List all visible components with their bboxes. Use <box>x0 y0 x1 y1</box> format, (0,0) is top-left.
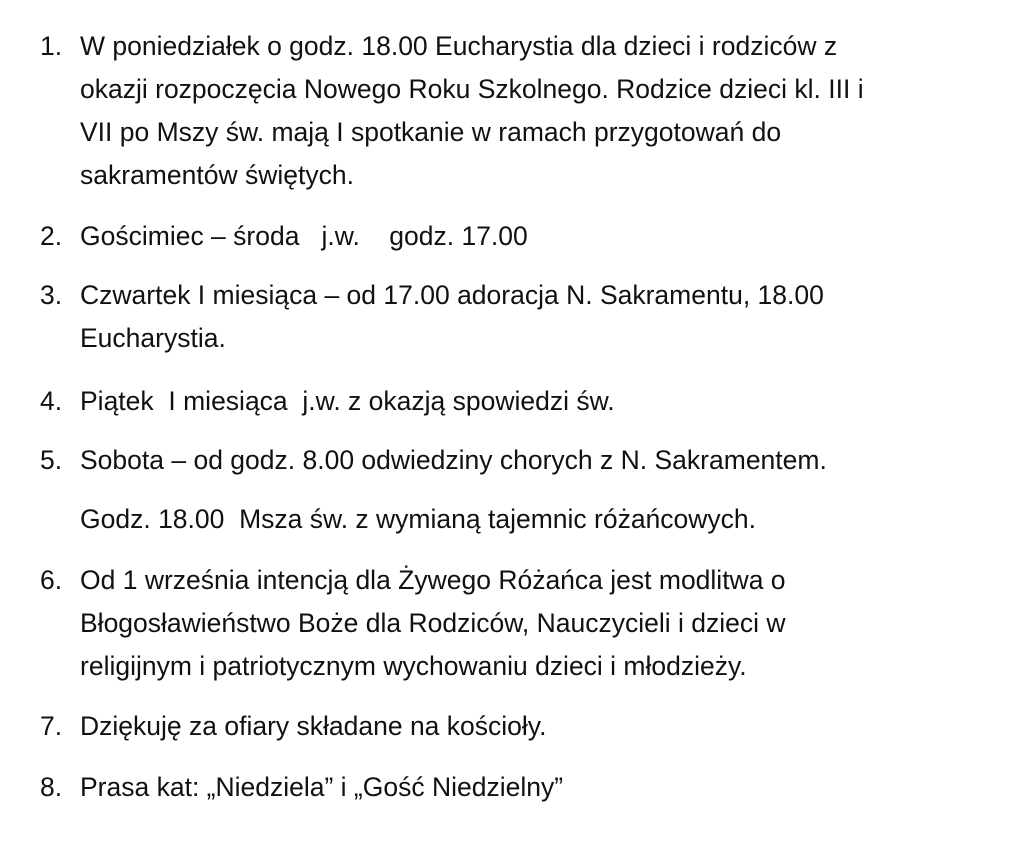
list-item <box>0 766 1000 809</box>
list-item-continuation <box>0 498 1000 541</box>
item-text-line: religijnym i patriotycznym wychowaniu dzieci i młodzieży. <box>80 651 747 681</box>
item-text-line: VII po Mszy św. mają I spotkanie w ramach przygotowań do <box>80 117 782 147</box>
item-text-line: okazji rozpoczęcia Nowego Roku Szkolnego. Rodzice dzieci kl. III i <box>80 74 864 104</box>
item-text-line: Od 1 września intencją dla Żywego Różańca jest modlitwa o <box>80 565 786 595</box>
list-item <box>0 559 1000 688</box>
item-number: 6. <box>40 565 63 595</box>
list-item <box>0 705 1000 748</box>
item-text-line: Godz. 18.00 Msza św. z wymianą tajemnic różańcowych. <box>80 504 757 534</box>
item-number: 8. <box>40 772 63 802</box>
list-item <box>0 439 1000 482</box>
list-item <box>0 25 1000 197</box>
item-text-line: Gościmiec – środa j.w. godz. 17.00 <box>80 221 528 251</box>
item-text-line: Piątek I miesiąca j.w. z okazją spowiedzi św. <box>80 386 615 416</box>
item-number: 5. <box>40 445 63 475</box>
item-number: 1. <box>40 31 63 61</box>
item-number: 4. <box>40 386 63 416</box>
item-number: 3. <box>40 280 63 310</box>
list-item <box>0 274 1000 360</box>
item-text-line: Eucharystia. <box>80 323 226 353</box>
item-text-line: Prasa kat: „Niedziela” i „Gość Niedzielny” <box>80 772 564 802</box>
item-text-line: W poniedziałek o godz. 18.00 Eucharystia dla dzieci i rodziców z <box>80 31 838 61</box>
item-text-line: sakramentów świętych. <box>80 160 354 190</box>
item-text-line: Czwartek I miesiąca – od 17.00 adoracja N. Sakramentu, 18.00 <box>80 280 824 310</box>
list-item <box>0 215 1000 258</box>
item-number: 2. <box>40 221 63 251</box>
item-text-line: Sobota – od godz. 8.00 odwiedziny chorych z N. Sakramentem. <box>80 445 827 475</box>
item-number: 7. <box>40 711 63 741</box>
item-text-line: Dziękuję za ofiary składane na kościoły. <box>80 711 547 741</box>
list-item <box>0 380 1000 423</box>
item-text-line: Błogosławieństwo Boże dla Rodziców, Nauczycieli i dzieci w <box>80 608 786 638</box>
